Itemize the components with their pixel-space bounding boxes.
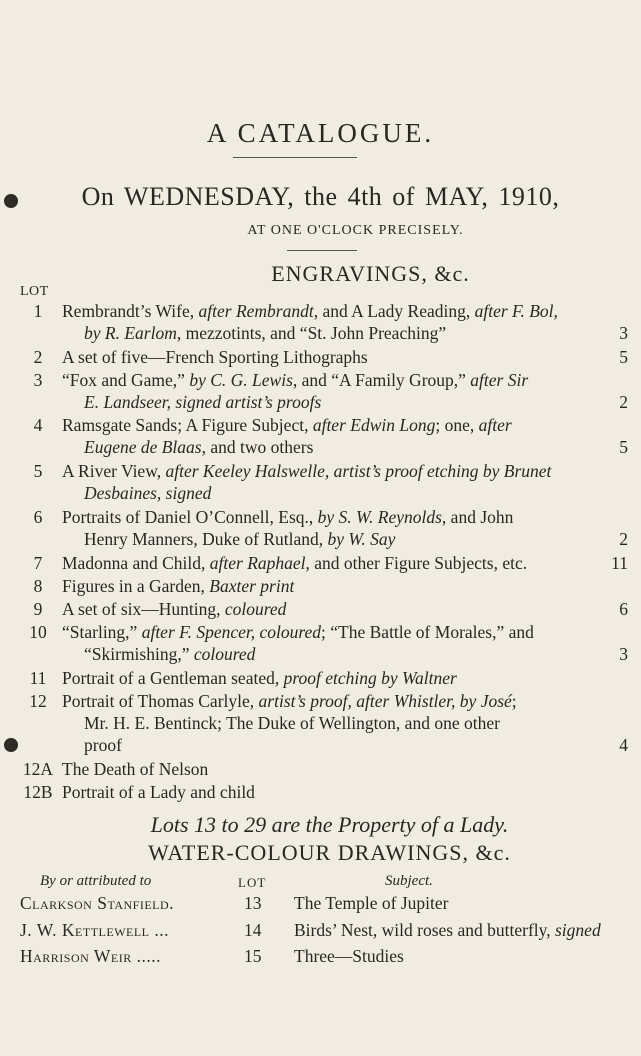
section-rule (287, 250, 357, 251)
subject-text: Three—Studies (294, 946, 404, 966)
lot-entry: 9 A set of six—Hunting, coloured 6 (16, 598, 628, 620)
section2-title: WATER-COLOUR DRAWINGS, &c. (148, 840, 511, 865)
artist-name: J. W. Kettlewell ... (20, 920, 170, 940)
lot-quantity: 2 (619, 392, 628, 412)
sale-date: On WEDNESDAY, the 4th of MAY, 1910, (81, 182, 560, 211)
artist-column-header: By or attributed to (40, 873, 152, 889)
lot-number: 9 (33, 599, 43, 619)
artist-name: Clarkson Stanfield. (20, 893, 175, 913)
lot-entry: 6 Portraits of Daniel O’Connell, Esq., by S. W. Reynolds, and John Henry Manners, Duke of Rutland, by W. Say 2 (16, 506, 628, 550)
lot-column-header-2: LOT (238, 875, 267, 890)
catalogue-heading: A CATALOGUE. (206, 118, 435, 148)
lot-number: 2 (33, 347, 43, 367)
sale-time: AT ONE O'CLOCK PRECISELY. (247, 223, 464, 238)
lot-quantity: 5 (619, 437, 628, 457)
lot-entry: 1 Rembrandt’s Wife, after Rembrandt, and A Lady Reading, after F. Bol, by R. Earlom, mezzotints, and “St. John Preaching” 3 (16, 300, 628, 344)
lot-number: 12B (23, 782, 53, 802)
lot-number: 6 (33, 507, 43, 527)
lot-number: 7 (33, 553, 43, 573)
lot-number: 15 (244, 946, 262, 966)
lot-entry: 8 Figures in a Garden, Baxter print (16, 575, 628, 597)
lot-quantity: 5 (619, 347, 628, 367)
heading-rule (233, 157, 357, 158)
lot-entry: 3 “Fox and Game,” by C. G. Lewis, and “A Family Group,” after Sir E. Landseer, signed artist’s proofs 2 (16, 369, 628, 413)
lot-number: 8 (33, 576, 43, 596)
lot-number: 4 (33, 415, 43, 435)
lot-number: 1 (33, 301, 43, 321)
subject-column-header: Subject. (385, 873, 433, 889)
lot-entry: 7 Madonna and Child, after Raphael, and other Figure Subjects, etc. 11 (16, 552, 628, 574)
lot-quantity: 3 (619, 323, 628, 343)
lot-entry: 5 A River View, after Keeley Halswelle, artist’s proof etching by Brunet Desbaines, signed (16, 460, 628, 504)
lot-quantity: 2 (619, 529, 628, 549)
subject-text: Birds’ Nest, wild roses and butterfly, signed (294, 920, 601, 940)
lot-number: 3 (33, 370, 43, 390)
lot-entry: 12B Portrait of a Lady and child (16, 781, 628, 803)
lot-entry: 10 “Starling,” after F. Spencer, coloured; “The Battle of Morales,” and “Skirmishing,” coloured 3 (16, 621, 628, 665)
lot-entry: 11 Portrait of a Gentleman seated, proof etching by Waltner (16, 667, 628, 689)
lot-number: 5 (33, 461, 43, 481)
section-title: ENGRAVINGS, &c. (271, 261, 470, 286)
subject-text: The Temple of Jupiter (294, 893, 449, 913)
lot-number: 12 (29, 691, 47, 711)
lot-quantity: 6 (619, 599, 628, 619)
lot-entry: 12A The Death of Nelson (16, 758, 628, 780)
lot-column-header: LOT (20, 284, 49, 299)
lot-entry: 4 Ramsgate Sands; A Figure Subject, after Edwin Long; one, after Eugene de Blaas, and two others 5 (16, 414, 628, 458)
property-note: Lots 13 to 29 are the Property of a Lady. (150, 812, 509, 837)
lot-number: 11 (29, 668, 47, 688)
lot-number: 14 (244, 920, 262, 940)
lot-quantity: 11 (611, 553, 628, 573)
lot-number: 13 (244, 893, 262, 913)
lot-number: 10 (29, 622, 47, 642)
lot-entry: 2 A set of five—French Sporting Lithographs 5 (16, 346, 628, 368)
lot-quantity: 4 (619, 735, 628, 755)
lot-quantity: 3 (619, 644, 628, 664)
lot-number: 12A (22, 759, 54, 779)
lot-entry: 12 Portrait of Thomas Carlyle, artist’s proof, after Whistler, by José; Mr. H. E. Bentinck; The Duke of Wellington, and one other proof 4 (16, 690, 628, 756)
artist-name: Harrison Weir ..... (20, 946, 161, 966)
